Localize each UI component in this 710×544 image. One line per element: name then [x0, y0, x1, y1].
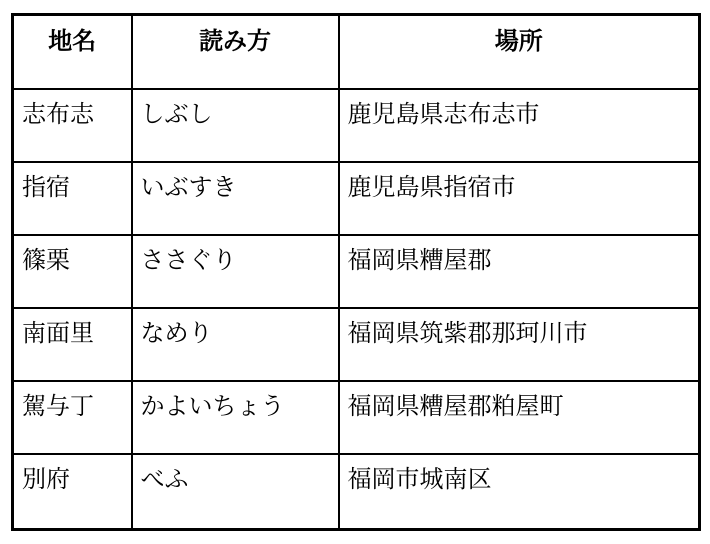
cell-location: 鹿児島県志布志市 — [339, 89, 700, 162]
table-row — [13, 235, 700, 308]
table-body — [13, 89, 700, 530]
table-row — [13, 89, 700, 162]
cell-reading: ささぐり — [132, 235, 339, 308]
cell-reading: いぶすき — [132, 162, 339, 235]
cell-place-name: 指宿 — [13, 162, 132, 235]
table-header — [13, 15, 700, 89]
cell-location: 鹿児島県指宿市 — [339, 162, 700, 235]
header-cell-place-name: 地名 — [13, 15, 132, 89]
cell-place-name: 南面里 — [13, 308, 132, 381]
cell-location: 福岡県筑紫郡那珂川市 — [339, 308, 700, 381]
cell-place-name: 志布志 — [13, 89, 132, 162]
cell-location: 福岡県糟屋郡粕屋町 — [339, 381, 700, 454]
table-row — [13, 308, 700, 381]
header-cell-location: 場所 — [339, 15, 700, 89]
cell-reading: かよいちょう — [132, 381, 339, 454]
cell-reading: なめり — [132, 308, 339, 381]
cell-reading: しぶし — [132, 89, 339, 162]
place-name-reading-table — [11, 13, 701, 531]
cell-place-name: 駕与丁 — [13, 381, 132, 454]
cell-place-name: 篠栗 — [13, 235, 132, 308]
table-row — [13, 381, 700, 454]
cell-place-name: 別府 — [13, 454, 132, 530]
table-row — [13, 454, 700, 530]
header-row — [13, 15, 700, 89]
cell-reading: べふ — [132, 454, 339, 530]
table-row — [13, 162, 700, 235]
cell-location: 福岡県糟屋郡 — [339, 235, 700, 308]
cell-location: 福岡市城南区 — [339, 454, 700, 530]
header-cell-reading: 読み方 — [132, 15, 339, 89]
